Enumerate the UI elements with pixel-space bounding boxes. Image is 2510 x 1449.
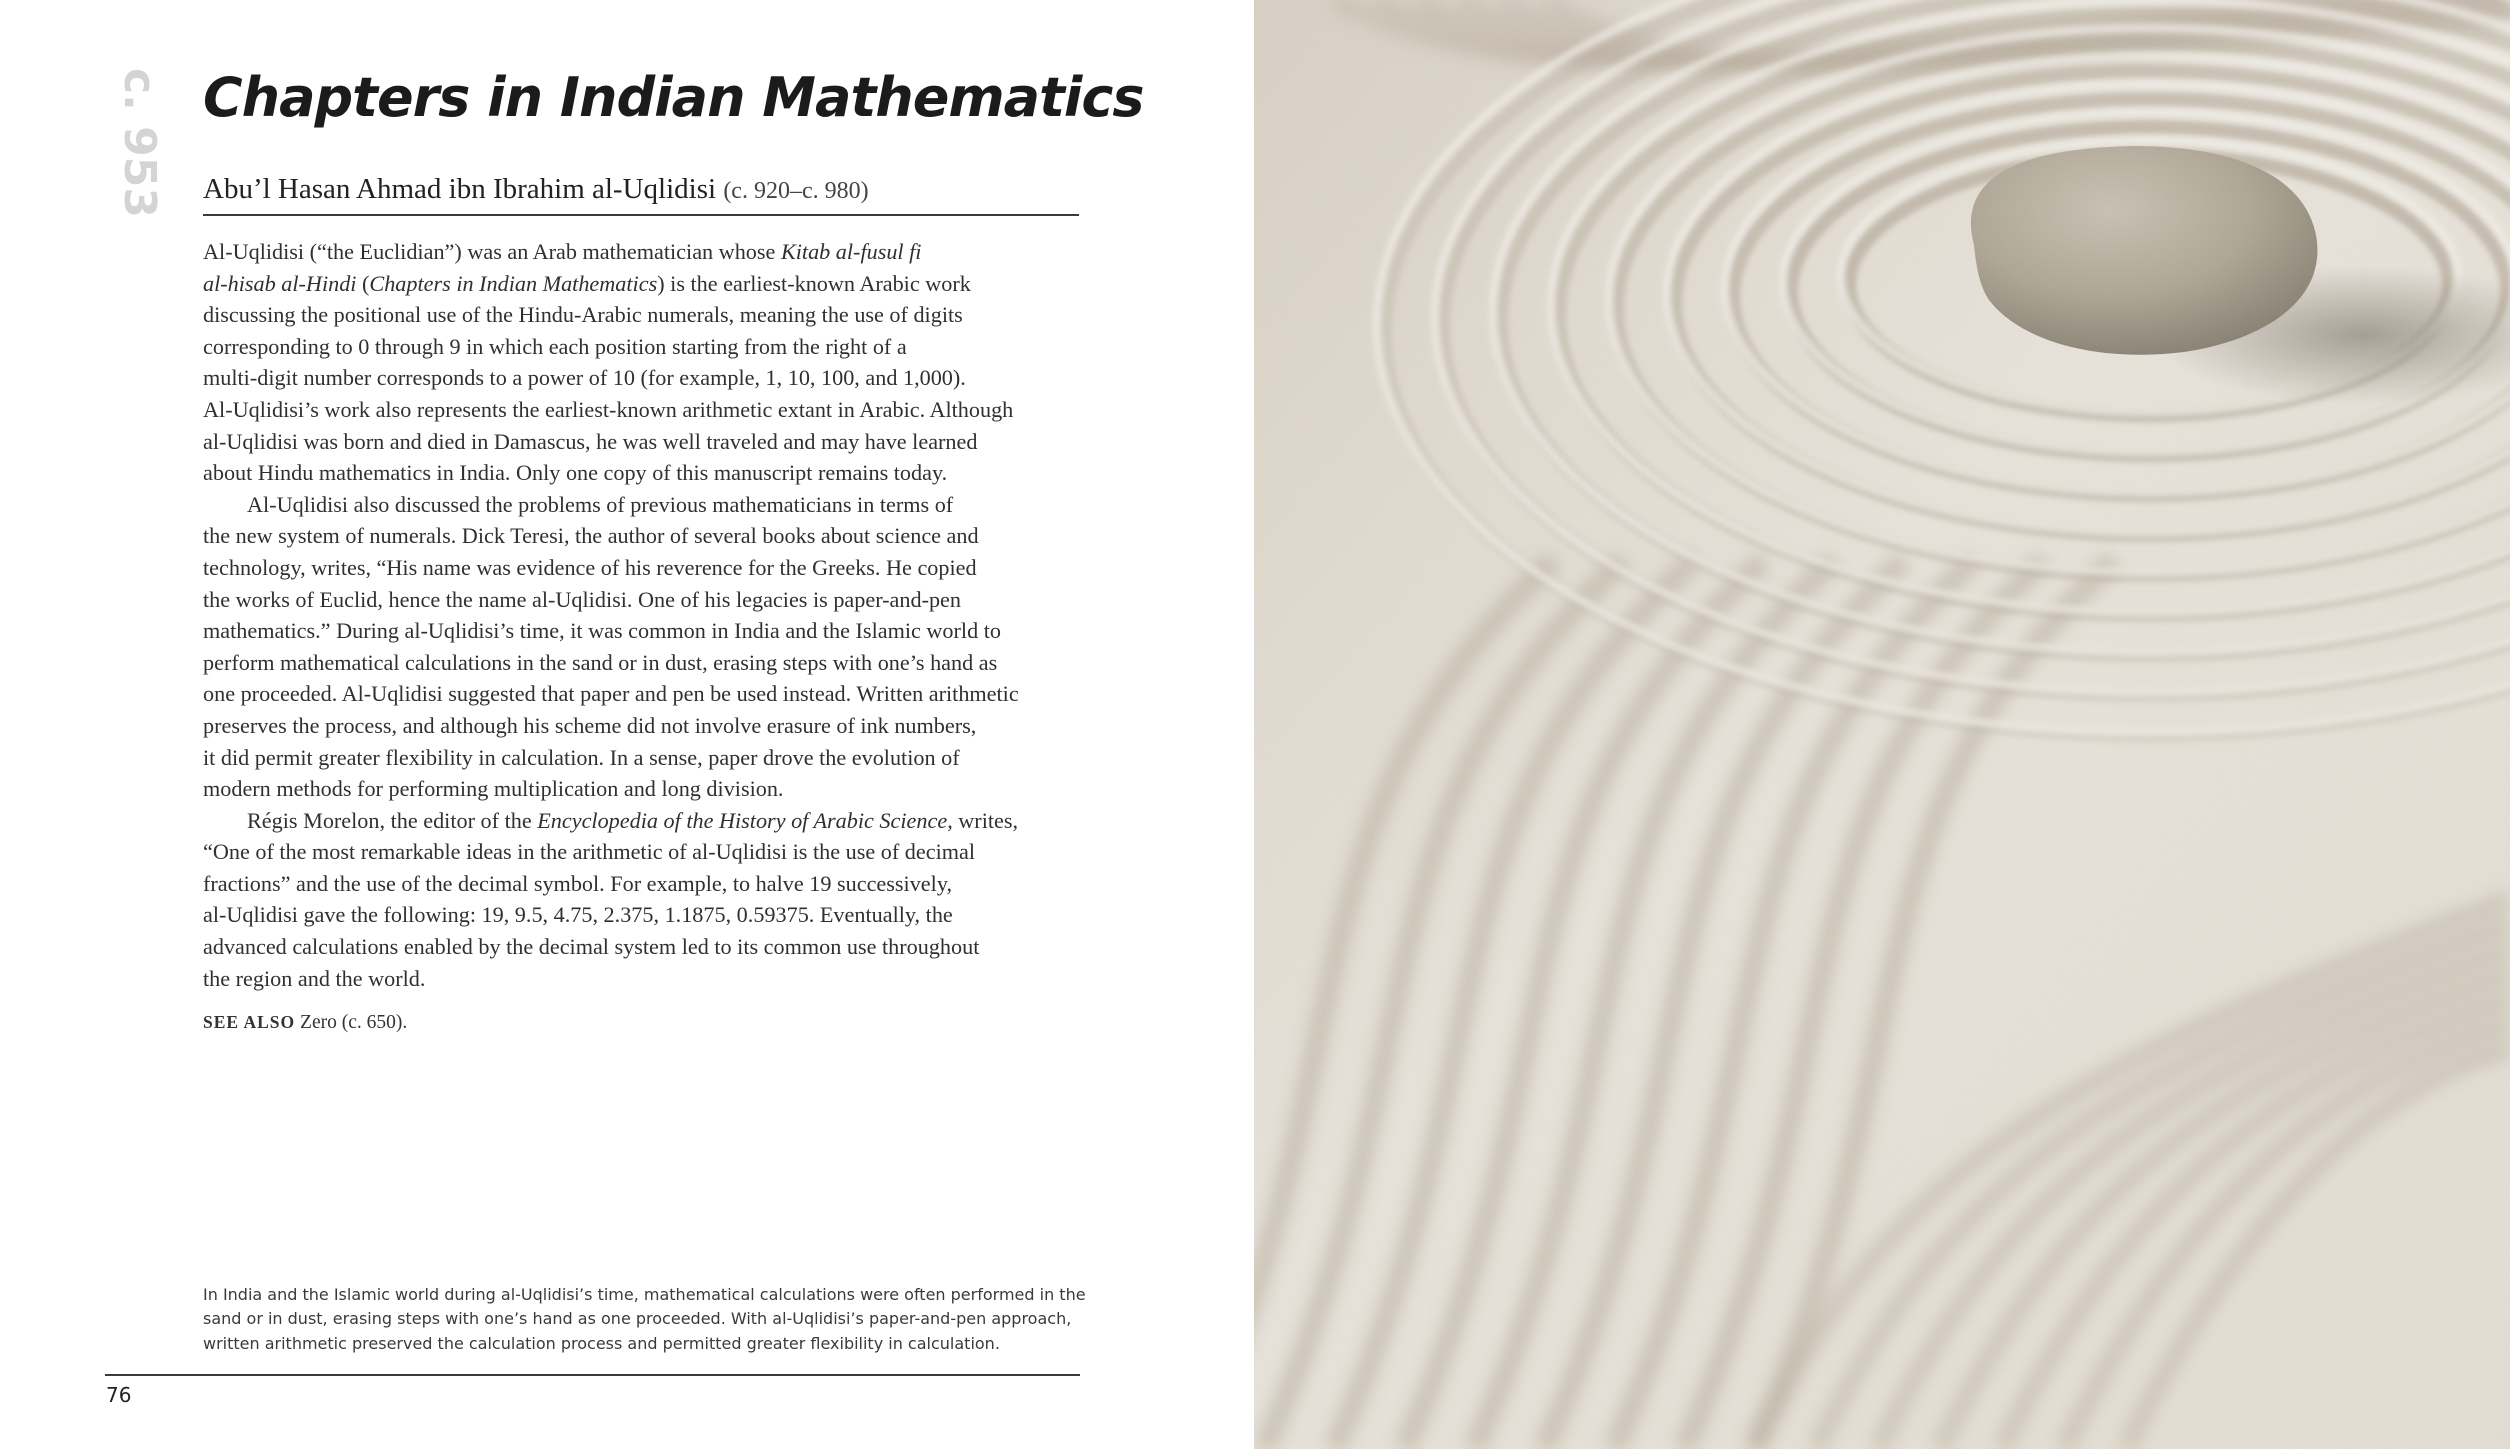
sand-grain <box>1254 0 2510 1449</box>
text-run: ) is the earliest-known Arabic work <box>657 270 971 296</box>
author-name: Abu’l Hasan Ahmad ibn Ibrahim al-Uqlidisi <box>203 173 717 205</box>
paragraph-1 <box>203 236 1083 489</box>
text-line <box>203 584 1083 616</box>
text-run: the new system of numerals. Dick Teresi, the author of several books about science and <box>203 523 979 549</box>
text-run: fractions” and the use of the decimal symbol. For example, to halve 19 successively, <box>203 870 953 896</box>
footer-rule <box>105 1374 1080 1376</box>
text-run: it did permit greater flexibility in calculation. In a sense, paper drove the evolution of <box>203 744 960 770</box>
author-line <box>203 166 1079 216</box>
text-line <box>203 520 1083 552</box>
text-line <box>203 394 1083 426</box>
text-line <box>203 615 1083 647</box>
italic-text: Encyclopedia of the History of Arabic Science <box>537 807 948 833</box>
text-run: Al-Uqlidisi also discussed the problems of previous mathematicians in terms of <box>247 491 954 517</box>
text-run: “One of the most remarkable ideas in the arithmetic of al-Uqlidisi is the use of decimal <box>203 839 976 865</box>
text-run: corresponding to 0 through 9 in which each position starting from the right of a <box>203 333 907 359</box>
text-run: Al-Uqlidisi’s work also represents the earliest-known arithmetic extant in Arabic. Although <box>203 396 1014 422</box>
author-dates: (c. 920–c. 980) <box>723 178 869 204</box>
text-line <box>203 678 1083 710</box>
text-run: one proceeded. Al-Uqlidisi suggested that paper and pen be used instead. Written arithmetic <box>203 681 1019 707</box>
text-line <box>203 236 1083 268</box>
text-run: ( <box>356 270 370 296</box>
italic-text: Kitab al-fusul fi <box>780 239 922 264</box>
text-run: mathematics.” During al-Uqlidisi’s time, it was common in India and the Islamic world to <box>203 618 1001 644</box>
see-also <box>203 1007 407 1038</box>
text-run: perform mathematical calculations in the sand or in dust, erasing steps with one’s hand as <box>203 649 998 675</box>
text-line <box>203 742 1083 774</box>
paragraph-3 <box>203 805 1083 995</box>
caption-line: written arithmetic preserved the calculation process and permitted greater flexibility in calculation. <box>203 1333 1000 1353</box>
text-run: multi-digit number corresponds to a power of 10 (for example, 1, 10, 100, and 1,000). <box>203 365 966 391</box>
year-tab <box>112 68 165 218</box>
text-run: discussing the positional use of the Hindu-Arabic numerals, meaning the use of digits <box>203 302 963 328</box>
text-line <box>203 773 1083 805</box>
caption-line: In India and the Islamic world during al-Uqlidisi’s time, mathematical calculations were often performed in the <box>203 1285 1086 1304</box>
text-run: modern methods for performing multiplication and long division. <box>203 776 784 802</box>
sand-garden-photo <box>1254 0 2510 1449</box>
caption-line: sand or in dust, erasing steps with one’s hand as one proceeded. With al-Uqlidisi’s paper-and-pen approach, <box>203 1309 1072 1329</box>
text-run: technology, writes, “His name was evidence of his reverence for the Greeks. He copied <box>203 554 977 580</box>
text-run: al-Uqlidisi gave the following: 19, 9.5, 4.75, 2.375, 1.1875, 0.59375. Eventually, the <box>203 902 953 928</box>
text-line <box>203 552 1083 584</box>
italic-text: al-hisab al-Hindi <box>203 270 357 296</box>
text-run: the region and the world. <box>203 965 426 991</box>
left-page <box>0 0 1254 1449</box>
see-also-link[interactable]: Zero (c. 650). <box>300 1012 408 1033</box>
text-line <box>203 362 1083 394</box>
text-line <box>203 963 1083 995</box>
text-run: Régis Morelon, the editor of the <box>247 807 538 833</box>
text-line <box>203 426 1083 458</box>
text-line <box>203 899 1083 931</box>
text-run: , writes, <box>947 807 1019 833</box>
text-run: preserves the process, and although his scheme did not involve erasure of ink numbers, <box>203 712 977 738</box>
text-line <box>203 836 1083 868</box>
body-text <box>203 236 1083 994</box>
text-line <box>203 299 1083 331</box>
text-line <box>203 805 1083 837</box>
text-run: advanced calculations enabled by the decimal system led to its common use throughout <box>203 934 980 960</box>
text-line <box>203 457 1083 489</box>
text-line <box>203 931 1083 963</box>
photo-panel <box>1254 0 2510 1449</box>
text-line <box>203 868 1083 900</box>
italic-text: Chapters in Indian Mathematics <box>369 270 658 296</box>
text-line <box>203 331 1083 363</box>
text-line <box>203 647 1083 679</box>
text-line <box>203 489 1083 521</box>
text-line <box>203 710 1083 742</box>
text-run: Al-Uqlidisi (“the Euclidian”) was an Arab mathematician whose <box>203 239 781 264</box>
text-run: the works of Euclid, hence the name al-Uqlidisi. One of his legacies is paper-and-pen <box>203 586 961 612</box>
year-label: c. 953 <box>114 68 165 218</box>
see-also-label: SEE ALSO <box>203 1012 296 1032</box>
page-title: Chapters in Indian Mathematics <box>203 66 1144 129</box>
image-caption <box>203 1283 1086 1356</box>
text-run: al-Uqlidisi was born and died in Damascus, he was well traveled and may have learned <box>203 428 978 454</box>
text-run: about Hindu mathematics in India. Only one copy of this manuscript remains today. <box>203 460 948 486</box>
paragraph-2 <box>203 489 1083 805</box>
text-line <box>203 268 1083 300</box>
page-number: 76 <box>106 1383 132 1407</box>
